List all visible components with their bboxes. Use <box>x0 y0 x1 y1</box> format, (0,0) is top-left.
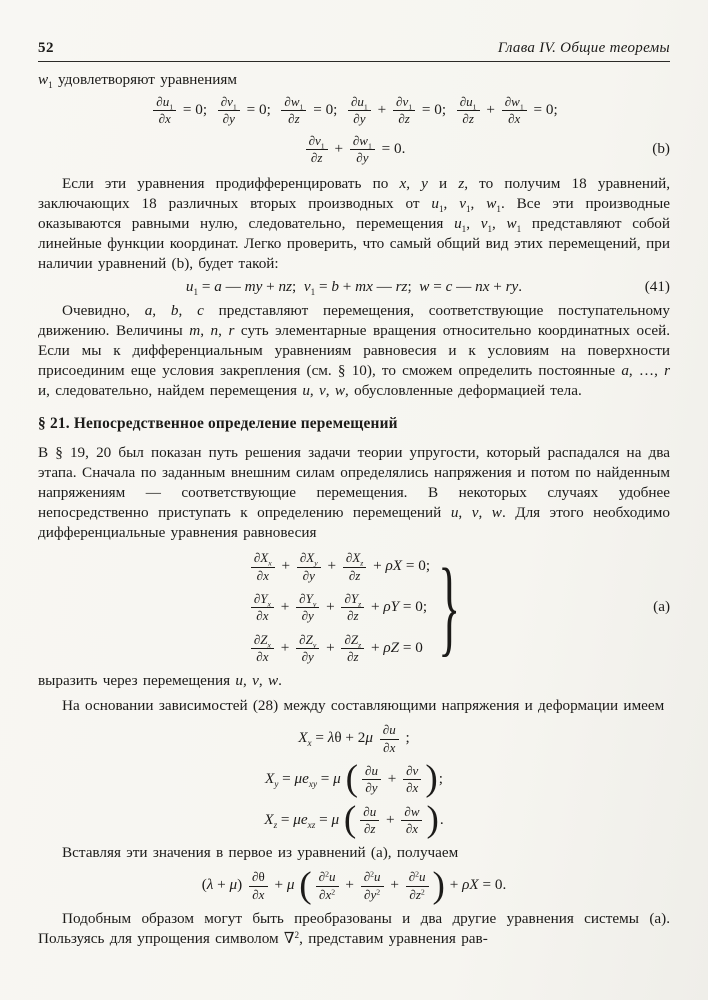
paragraph-translation: Очевидно, a, b, c представляют перемещения, соответствующие поступательному движению. Величины m, n, r суть элементарные вращения относительно координатных осей. Если мы к дифференциальным уравнениям равновесия и к условиям на поверхности присоединим еще условия закрепления (см. § 10), то сможем определить постоянные a, …, r и, следовательно, найдем перемещения u, v, w, обусловленные деформацией тела. <box>38 302 671 400</box>
paragraph-substitute: Вставляя эти значения в первое из уравнений (а), получаем <box>62 844 459 862</box>
equation-41-label: (41) <box>644 278 670 296</box>
equation-stress-x-row <box>38 720 670 757</box>
equation-compatibility: $\frac{\partial u_1}{\partial x}$ = 0; $\frac{\partial v_1}{\partial y}$ = 0; $\frac{\partial w_1}{\partial z}$ = 0; $\frac{\partial u_1}{\partial y}$ + $\frac{\partial v_1}{\partial z}$ = 0; $\frac{\partial u_1}{\partial z}$ + $\frac{\partial w_1}{\partial x}$ = 0; <box>150 92 557 129</box>
equation-41-row <box>38 278 670 296</box>
intro-line: $w_1$ удовлетворяют уравнениям <box>38 71 238 91</box>
paragraph-relations: На основании зависимостей (28) между составляющими напряжения и деформации имеем <box>62 697 665 715</box>
equation-laplace: (λ + μ) $\frac{\partial\theta}{\partial x}$ + μ ( $\frac{\partial^2u}{\partial x^2}$ + $\frac{\partial^2u}{\partial y^2}$ + $\frac{\partial^2u}{\partial z^2}$ ) + ρX = 0. <box>201 864 507 906</box>
equation-system-a <box>38 548 670 666</box>
equation-stress-y-row <box>38 758 670 800</box>
section-heading: § 21. Непосредственное определение перемещений <box>38 415 398 433</box>
equation-a-label: (a) <box>653 598 670 616</box>
equation-stress-xy: $X_y = \mu e_{xy} = \mu$ ( $\frac{\partial u}{\partial y}$ + $\frac{\partial v}{\partial x}$ ) ; <box>265 758 443 800</box>
equation-compatibility-row <box>38 92 670 129</box>
header-rule <box>38 61 670 62</box>
equation-a-1: $\frac{\partial X_x}{\partial x}$ + $\frac{\partial X_y}{\partial y}$ + $\frac{\partial X_z}{\partial z}$ + ρX = 0; <box>248 548 430 585</box>
equation-a-2: $\frac{\partial Y_x}{\partial x}$ + $\frac{\partial Y_y}{\partial y}$ + $\frac{\partial Y_z}{\partial z}$ + ρY = 0; <box>248 589 427 626</box>
paragraph-derivatives: Если эти уравнения продифференцировать по x, y и z, то получим 18 уравнений, заключающих 18 различных вторых производных от $u_1$, $v_1$, $w_1$. Все эти производные оказываются равными нулю, следовательно, перемещения $u_1$, $v_1$, $w_1$ представляют собой линейные функции координат. Легко проверить, что самый общий вид этих перемещений, при наличии уравнений (b), будет такой: <box>38 175 671 273</box>
running-head: Глава IV. Общие теоремы <box>497 40 670 56</box>
paragraph-closing: Подобным образом могут быть преобразованы и два другие уравнения системы (а). Пользуясь для упрощения символом ∇$^2$, представим уравнения рав- <box>38 909 670 947</box>
equation-b-row <box>38 131 670 168</box>
paragraph-express: выразить через перемещения u, v, w. <box>38 672 282 690</box>
equation-41: $u_1 = a$ — my + nz; $v_1 = b$ + mx — rz; w = c — nx + ry. <box>185 278 523 298</box>
equation-stress-xx: $X_x = \lambda\theta + 2\mu$ $\frac{\partial u}{\partial x}$ ; <box>298 722 410 755</box>
paragraph-section-intro: В § 19, 20 был показан путь решения задачи теории упругости, который распадался на два этапа. Сначала по заданным внешним силам определялись напряжения и потом по найденным напряжениям — соответствующие перемещения. В некоторых случаях удобнее непосредственно приступать к определению перемещений u, v, w. Для этого необходимо дифференциальные уравнения равновесия <box>38 444 671 542</box>
page-header <box>38 40 670 57</box>
equation-laplace-row <box>38 864 670 906</box>
page-number: 52 <box>38 40 54 56</box>
system-a-lines <box>248 548 430 666</box>
system-a-brace: } <box>438 546 461 667</box>
equation-stress-z-row <box>38 799 670 841</box>
equation-b: $\frac{\partial v_1}{\partial z}$ + $\frac{\partial w_1}{\partial y}$ = 0. <box>303 131 406 168</box>
equation-b-label: (b) <box>652 139 670 157</box>
equation-a-3: $\frac{\partial Z_x}{\partial x}$ + $\frac{\partial Z_y}{\partial y}$ + $\frac{\partial Z_z}{\partial z}$ + ρZ = 0 <box>248 630 423 667</box>
equation-stress-xz: $X_z = \mu e_{xz} = \mu$ ( $\frac{\partial u}{\partial z}$ + $\frac{\partial w}{\partial x}$ ) . <box>264 799 444 841</box>
